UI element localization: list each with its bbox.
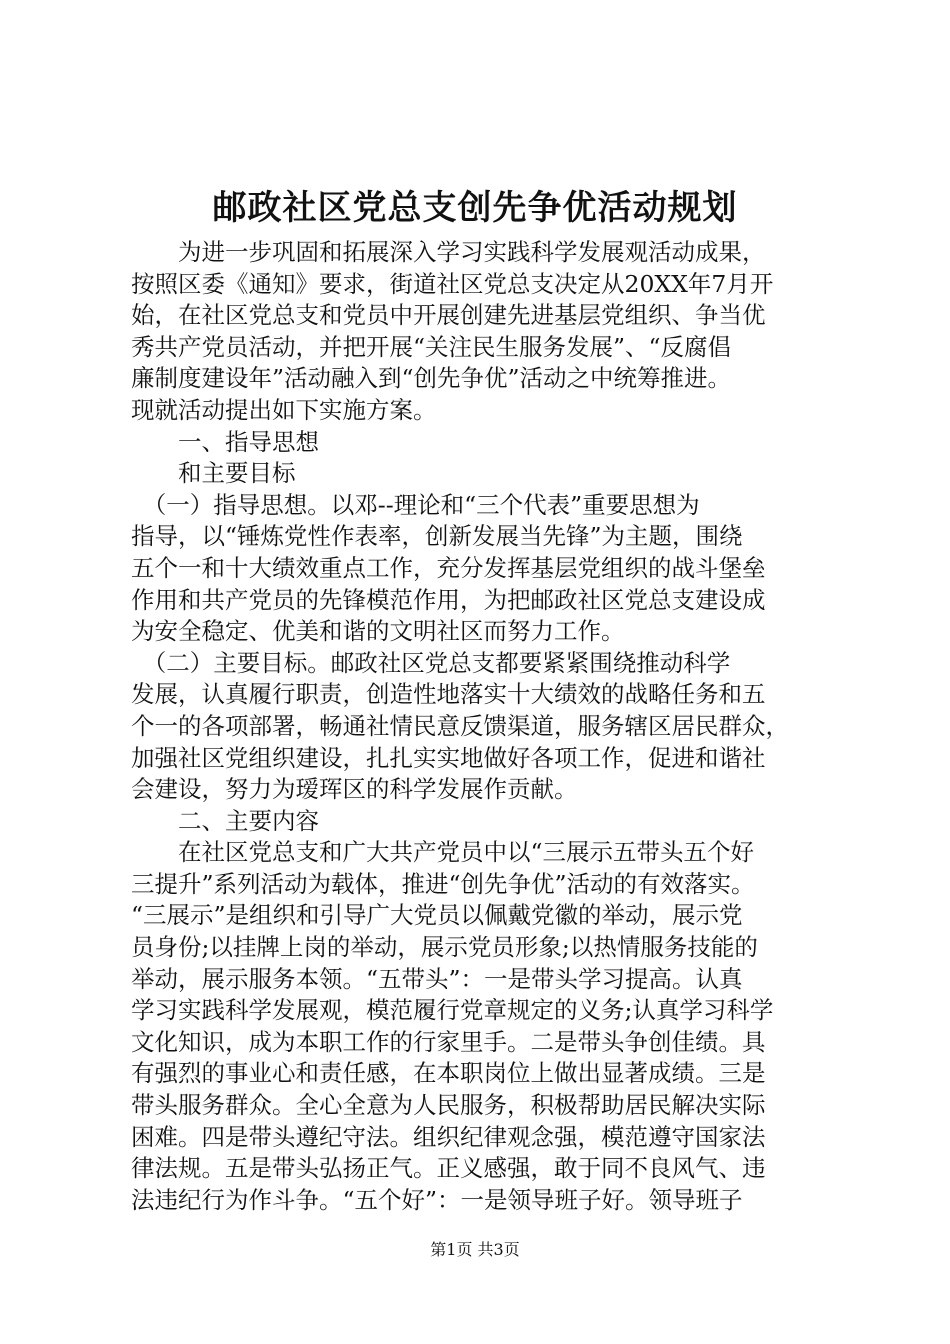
- body-line: 学习实践科学发展观，模范履行党章规定的义务;认真学习科学: [131, 996, 774, 1025]
- body-line: 为进一步巩固和拓展深入学习实践科学发展观活动成果，: [131, 238, 766, 266]
- body-line: 文化知识，成为本职工作的行家里手。二是带头争创佳绩。具: [131, 1027, 766, 1056]
- body-line: 作用和共产党员的先锋模范作用，为把邮政社区党总支建设成: [131, 585, 766, 614]
- body-line: 会建设，努力为瑷珲区的科学发展作贡献。: [131, 775, 578, 804]
- body-line: 五个一和十大绩效重点工作，充分发挥基层党组织的战斗堡垒: [131, 553, 766, 582]
- body-line: 始，在社区党总支和党员中开展创建先进基层党组织、争当优: [131, 301, 766, 330]
- body-line: 带头服务群众。全心全意为人民服务，积极帮助居民解决实际: [131, 1091, 766, 1120]
- body-line: 二、主要内容: [131, 806, 319, 835]
- body-line: 律法规。五是带头弘扬正气。正义感强，敢于同不良风气、违: [131, 1154, 766, 1183]
- body-line: 个一的各项部署，畅通社情民意反馈渠道，服务辖区居民群众，: [131, 711, 789, 740]
- body-line: “三展示”是组织和引导广大党员以佩戴党徽的举动，展示党: [131, 901, 743, 930]
- body-line: （一）指导思想。以邓--理论和“三个代表”重要思想为: [131, 490, 700, 519]
- body-line: 指导，以“锤炼党性作表率，创新发展当先锋”为主题，围绕: [131, 522, 743, 551]
- body-line: 在社区党总支和广大共产党员中以“三展示五带头五个好: [131, 838, 755, 867]
- body-line: 三提升”系列活动为载体，推进“创先争优”活动的有效落实。: [131, 869, 755, 898]
- body-line: 发展，认真履行职责，创造性地落实十大绩效的战略任务和五: [131, 680, 766, 709]
- body-line: 按照区委《通知》要求，街道社区党总支决定从20XX年7月开: [131, 269, 774, 298]
- body-line: 困难。四是带头遵纪守法。组织纪律观念强，模范遵守国家法: [131, 1122, 766, 1151]
- body-line: 加强社区党组织建设，扎扎实实地做好各项工作，促进和谐社: [131, 743, 766, 772]
- body-line: 秀共产党员活动，并把开展“关注民生服务发展”、“反腐倡: [131, 332, 732, 361]
- body-line: 为安全稳定、优美和谐的文明社区而努力工作。: [131, 617, 625, 646]
- body-line: 员身份;以挂牌上岗的举动，展示党员形象;以热情服务技能的: [131, 933, 758, 962]
- body-line: 和主要目标: [131, 459, 296, 488]
- document-title: 邮政社区党总支创先争优活动规划: [212, 188, 738, 228]
- body-line: 有强烈的事业心和责任感，在本职岗位上做出显著成绩。三是: [131, 1059, 766, 1088]
- body-line: 法违纪行为作斗争。“五个好”：一是领导班子好。领导班子: [131, 1185, 743, 1214]
- body-line: （二）主要目标。邮政社区党总支都要紧紧围绕推动科学: [131, 648, 731, 677]
- body-line: 一、指导思想: [131, 427, 319, 456]
- page-footer: 第1页 共3页: [430, 1240, 520, 1259]
- document-body: [131, 237, 831, 1216]
- body-line: 廉制度建设年”活动融入到“创先争优”活动之中统筹推进。: [131, 364, 732, 393]
- body-line: 现就活动提出如下实施方案。: [131, 395, 437, 424]
- body-line: 举动，展示服务本领。“五带头”：一是带头学习提高。认真: [131, 964, 743, 993]
